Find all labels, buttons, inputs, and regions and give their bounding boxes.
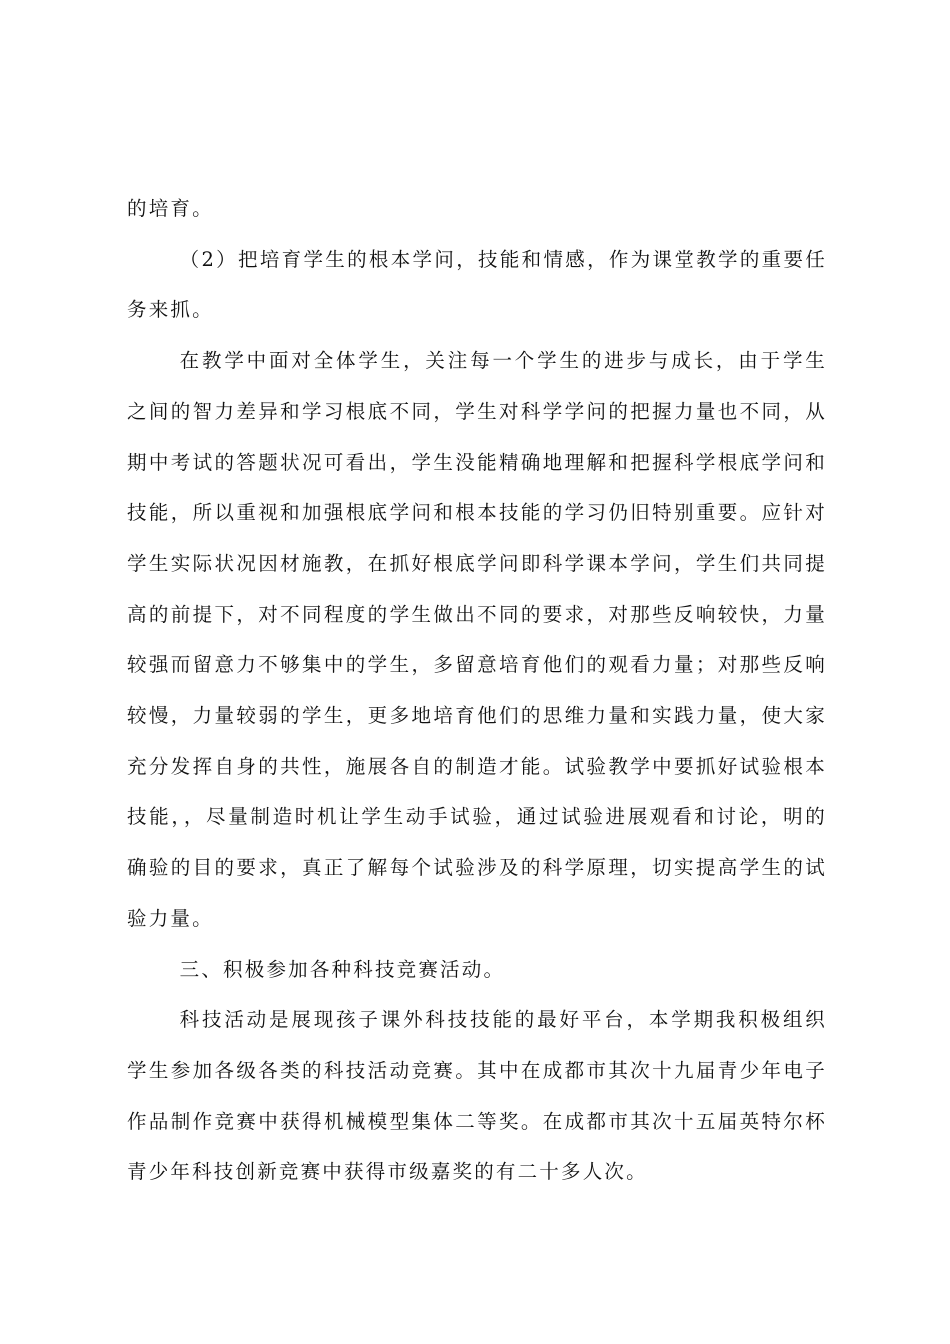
paragraph-continuation: 的培育。 [127,197,214,220]
paragraph-teaching-approach: 在教学中面对全体学生，关注每一个学生的进步与成长，由于学生之间的智力差异和学习根底不同，学生对科学学问的把握力量也不同，从期中考试的答题状况可看出，学生没能精确地理解和把握科学根底学问和技能，所以重视和加强根底学问和根本技能的学习仍旧特别重要。应针对学生实际状况因材施教，在抓好根底学问即科学课本学问，学生们共同提高的前提下，对不同程度的学生做出不同的要求，对那些反响较快，力量较强而留意力不够集中的学生，多留意培育他们的观看力量；对那些反响较慢，力量较弱的学生，更多地培育他们的思维力量和实践力量，使大家充分发挥自身的共性，施展各自的制造才能。试验教学中要抓好试验根本技能，，尽量制造时机让学生动手试验，通过试验进展观看和讨论，明的确验的目的要求，真正了解每个试验涉及的科学原理，切实提高学生的试验力量。 [127,349,827,930]
section-heading-three: 三、积极参加各种科技竞赛活动。 [179,957,506,981]
paragraph-competitions: 科技活动是展现孩子课外科技技能的最好平台，本学期我积极组织学生参加各级各类的科技活动竞赛。其中在成都市其次十九届青少年电子作品制作竞赛中获得机械模型集体二等奖。在成都市其次十五届英特尔杯青少年科技创新竞赛中获得市级嘉奖的有二十多人次。 [127,1008,827,1184]
paragraph-item-2: （2）把培育学生的根本学问，技能和情感，作为课堂教学的重要任务来抓。 [127,247,827,322]
document-body [127,184,827,1198]
